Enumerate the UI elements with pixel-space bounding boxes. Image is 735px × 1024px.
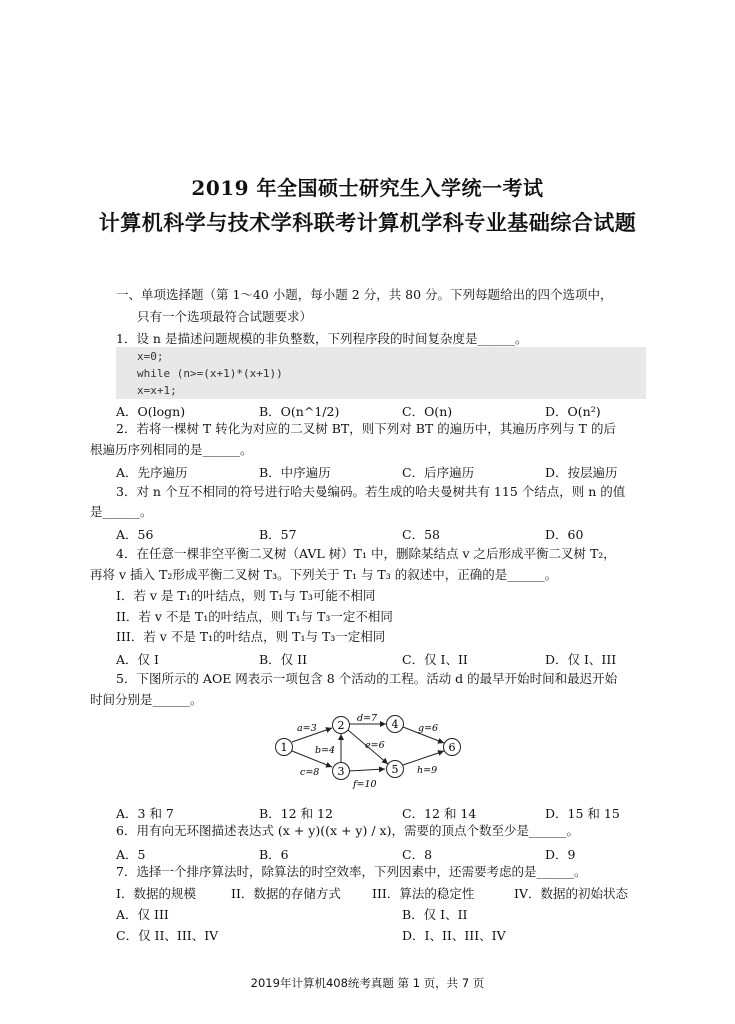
code-line-1: x=0;	[137, 350, 164, 363]
node-2	[333, 717, 350, 734]
exam-subtitle: 计算机科学与技术学科联考计算机学科专业基础综合试题	[98, 210, 637, 235]
edge-h	[403, 751, 444, 765]
svg-text:4: 4	[391, 718, 399, 731]
node-4	[387, 716, 404, 733]
edge-label-b: b=4	[315, 745, 336, 756]
q3-option-a: A．56	[116, 527, 154, 542]
q1-option-d: D．O(n²)	[545, 404, 601, 419]
node-3	[333, 763, 350, 780]
q3-option-b: B．57	[259, 527, 297, 542]
q3-option-d: D．60	[545, 527, 584, 542]
q3-stem-cont: 是______。	[90, 504, 153, 519]
q4-item-2: II．若 v 不是 T₁的叶结点，则 T₁与 T₃一定不相同	[116, 609, 393, 624]
q7-item-2: II．数据的存储方式	[231, 886, 341, 901]
svg-text:6: 6	[448, 741, 456, 754]
edge-label-d: d=7	[357, 713, 378, 724]
q2-option-c: C．后序遍历	[402, 465, 475, 480]
q1-option-c: C．O(n)	[402, 404, 453, 419]
section-heading: 一、单项选择题（第 1～40 小题，每小题 2 分，共 80 分。下列每题给出的四个选项中，	[116, 287, 613, 302]
q4-stem-cont: 再将 v 插入 T₂形成平衡二叉树 T₃。下列关于 T₁ 与 T₃ 的叙述中，正确的是______。	[90, 567, 558, 582]
edge-label-h: h=9	[417, 765, 438, 776]
edge-f	[349, 769, 385, 771]
q4-option-a: A．仅 I	[116, 652, 159, 667]
q2-stem: 2．若将一棵树 T 转化为对应的二叉树 BT，则下列对 BT 的遍历中，其遍历序列与 T 的后	[116, 421, 616, 436]
exam-title: 2019 年全国硕士研究生入学统一考试	[191, 176, 544, 200]
svg-text:3: 3	[337, 765, 345, 778]
q7-option-c: C．仅 II、III、IV	[116, 928, 219, 943]
code-line-3: x=x+1;	[137, 384, 177, 397]
q2-option-a: A．先序遍历	[116, 465, 188, 480]
q6-option-a: A．5	[116, 847, 146, 862]
q1-option-a: A．O(logn)	[116, 404, 186, 419]
q3-option-c: C．58	[402, 527, 440, 542]
edge-label-e: e=6	[365, 740, 385, 751]
page-footer: 2019年计算机408统考真题 第 1 页，共 7 页	[250, 976, 485, 990]
q5-option-b: B．12 和 12	[259, 806, 333, 821]
edge-label-a: a=3	[297, 723, 317, 734]
q4-option-d: D．仅 I、III	[545, 652, 617, 667]
q5-stem: 5．下图所示的 AOE 网表示一项包含 8 个活动的工程。活动 d 的最早开始时间和最迟开始	[116, 671, 618, 686]
q6-option-d: D．9	[545, 847, 576, 862]
q1-option-b: B．O(n^1/2)	[259, 404, 340, 419]
q2-option-b: B．中序遍历	[259, 465, 331, 480]
aoe-network-diagram	[265, 710, 475, 796]
code-line-2: while (n>=(x+1)*(x+1))	[137, 367, 283, 380]
q2-option-d: D．按层遍历	[545, 465, 618, 480]
svg-text:2: 2	[337, 719, 345, 732]
svg-text:5: 5	[391, 763, 399, 776]
q7-option-b: B．仅 I、II	[402, 907, 468, 922]
edge-label-g: g=6	[418, 723, 439, 734]
svg-text:1: 1	[280, 741, 288, 754]
q3-stem: 3．对 n 个互不相同的符号进行哈夫曼编码。若生成的哈夫曼树共有 115 个结点，则 n 的值	[116, 484, 626, 499]
edge-label-f: f=10	[353, 779, 377, 790]
q6-option-c: C．8	[402, 847, 433, 862]
q4-stem: 4．在任意一棵非空平衡二叉树（AVL 树）T₁ 中，删除某结点 v 之后形成平衡二叉树 T₂，	[116, 546, 616, 561]
edge-label-c: c=8	[300, 767, 320, 778]
q7-item-3: III．算法的稳定性	[372, 886, 475, 901]
q5-option-a: A．3 和 7	[116, 806, 174, 821]
q4-item-3: III．若 v 不是 T₁的叶结点，则 T₁与 T₃一定相同	[116, 629, 386, 644]
q2-stem-cont: 根遍历序列相同的是______。	[90, 442, 253, 457]
node-6	[444, 739, 461, 756]
q7-stem: 7．选择一个排序算法时，除算法的时空效率，下列因素中，还需要考虑的是______。	[116, 864, 587, 879]
q7-option-a: A．仅 III	[116, 907, 169, 922]
q5-stem-cont: 时间分别是______。	[90, 692, 203, 707]
node-5	[387, 761, 404, 778]
q1-stem: 1．设 n 是描述问题规模的非负整数，下列程序段的时间复杂度是______。	[116, 331, 528, 346]
q4-option-c: C．仅 I、II	[402, 652, 468, 667]
q6-stem: 6．用有向无环图描述表达式 (x + y)((x + y) / x)，需要的顶点个数至少是______。	[116, 823, 579, 838]
node-1	[276, 739, 293, 756]
q7-item-1: I．数据的规模	[116, 886, 196, 901]
q5-option-d: D．15 和 15	[545, 806, 620, 821]
section-heading-cont: 只有一个选项最符合试题要求）	[137, 309, 313, 324]
q7-item-4: IV．数据的初始状态	[514, 886, 628, 901]
q4-item-1: I．若 v 是 T₁的叶结点，则 T₁与 T₃可能不相同	[116, 588, 376, 603]
q5-option-c: C．12 和 14	[402, 806, 477, 821]
q6-option-b: B．6	[259, 847, 289, 862]
q4-option-b: B．仅 II	[259, 652, 308, 667]
q7-option-d: D．I、II、III、IV	[402, 928, 506, 943]
